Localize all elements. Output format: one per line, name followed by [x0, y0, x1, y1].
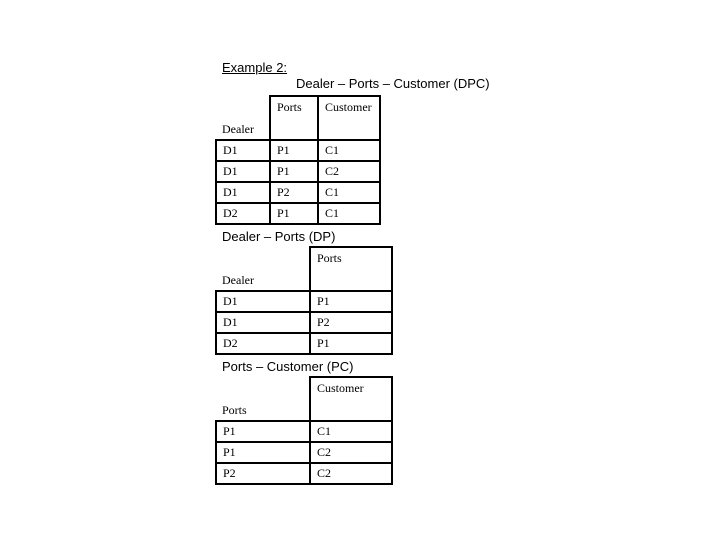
dp-cell: P1: [310, 291, 392, 312]
dp-cell: P2: [310, 312, 392, 333]
dpc-header-row: [216, 96, 380, 140]
dpc-header-customer: [318, 96, 380, 140]
pc-cell: P1: [216, 421, 310, 442]
pc-row: [216, 463, 392, 484]
dp-cell: D1: [216, 291, 310, 312]
pc-header-row: [216, 377, 392, 421]
dpc-cell: C1: [318, 140, 380, 161]
dpc-cell: C1: [318, 182, 380, 203]
dpc-table: [215, 95, 381, 225]
pc-row: [216, 442, 392, 463]
dpc-header-ports-label: Ports: [277, 100, 302, 114]
pc-header-customer-label: Customer: [317, 381, 364, 395]
pc-header-customer: [310, 377, 392, 421]
dpc-header-dealer-label: Dealer: [222, 122, 254, 136]
pc-cell: C1: [310, 421, 392, 442]
dpc-cell: D1: [216, 182, 270, 203]
dpc-header-ports: [270, 96, 318, 140]
dp-header-dealer: [216, 247, 310, 291]
pc-title: Ports – Customer (PC): [222, 359, 354, 374]
dpc-row: [216, 161, 380, 182]
dp-row: [216, 312, 392, 333]
pc-row: [216, 421, 392, 442]
dpc-header-dealer: [216, 96, 270, 140]
dp-title: Dealer – Ports (DP): [222, 229, 336, 244]
dp-header-ports-label: Ports: [317, 251, 342, 265]
dp-row: [216, 333, 392, 354]
dpc-cell: P1: [270, 161, 318, 182]
dpc-cell: C2: [318, 161, 380, 182]
dpc-cell: D1: [216, 140, 270, 161]
pc-cell: P2: [216, 463, 310, 484]
dpc-cell: P2: [270, 182, 318, 203]
dpc-row: [216, 182, 380, 203]
pc-header-ports: [216, 377, 310, 421]
dpc-row: [216, 203, 380, 224]
pc-table: [215, 376, 393, 485]
dp-cell: D1: [216, 312, 310, 333]
dpc-row: [216, 140, 380, 161]
dp-table: [215, 246, 393, 355]
dp-cell: D2: [216, 333, 310, 354]
pc-header-ports-label: Ports: [222, 403, 247, 417]
dpc-cell: D2: [216, 203, 270, 224]
dp-row: [216, 291, 392, 312]
dpc-header-customer-label: Customer: [325, 100, 372, 114]
dp-header-row: [216, 247, 392, 291]
example-title: Example 2:: [222, 60, 288, 75]
pc-cell: P1: [216, 442, 310, 463]
dp-header-ports: [310, 247, 392, 291]
dp-cell: P1: [310, 333, 392, 354]
pc-cell: C2: [310, 463, 392, 484]
dp-header-dealer-label: Dealer: [222, 273, 254, 287]
pc-cell: C2: [310, 442, 392, 463]
dpc-cell: C1: [318, 203, 380, 224]
dpc-cell: P1: [270, 203, 318, 224]
dpc-cell: D1: [216, 161, 270, 182]
dpc-title: Dealer – Ports – Customer (DPC): [296, 76, 490, 91]
dpc-cell: P1: [270, 140, 318, 161]
